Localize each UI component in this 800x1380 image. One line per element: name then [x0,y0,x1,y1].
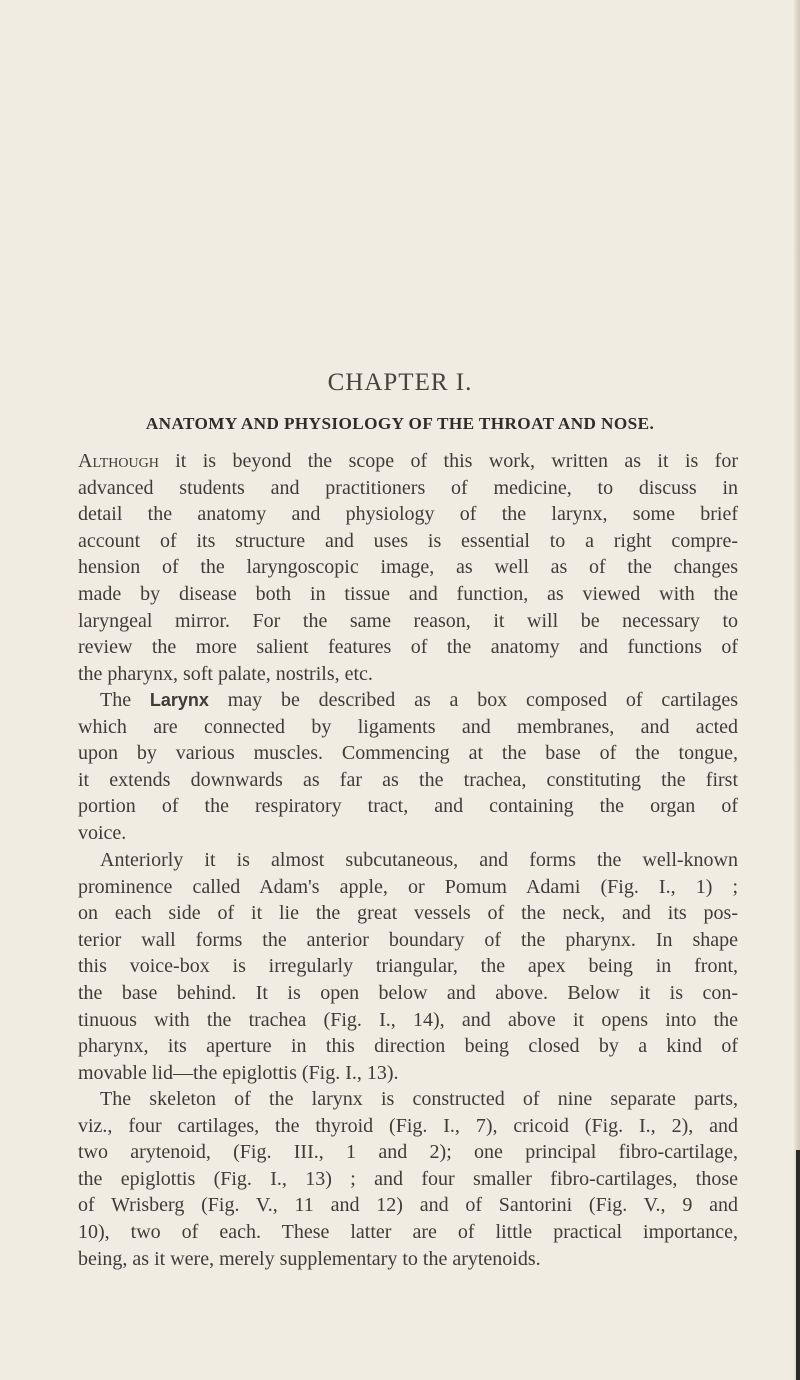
text-line: two arytenoid, (Fig. III., 1 and 2); one principal fibro-cartilage, [78,1141,738,1164]
text-line: the pharynx, soft palate, nostrils, etc. [78,662,373,685]
text-line: voice. [78,821,127,844]
text-line: on each side of it lie the great vessels of the neck, and its pos- [78,902,738,925]
text-line: laryngeal mirror. For the same reason, it will be necessary to [78,609,738,632]
text-line: viz., four cartilages, the thyroid (Fig. I., 7), cricoid (Fig. I., 2), and [78,1114,738,1137]
chapter-heading: CHAPTER I. [327,369,473,396]
paragraph-4 [78,1086,738,1272]
text-line: which are connected by ligaments and membranes, and acted [78,715,738,738]
text-line: the base behind. It is open below and above. Below it is con- [78,981,738,1004]
text-line: tinuous with the trachea (Fig. I., 14), and above it opens into the [78,1008,738,1031]
text-line: of Wrisberg (Fig. V., 11 and 12) and of Santorini (Fig. V., 9 and [78,1194,738,1217]
text-line: being, as it were, merely supplementary to the arytenoids. [78,1247,541,1270]
page-edge-shadow [796,1150,800,1380]
text-line: detail the anatomy and physiology of the larynx, some brief [78,503,738,526]
text-line: 10), two of each. These latter are of little practical importance, [78,1220,738,1243]
text-line: upon by various muscles. Commencing at the base of the tongue, [78,742,738,765]
text-line: account of its structure and uses is essential to a right compre- [78,529,738,552]
text-line: the epiglottis (Fig. I., 13) ; and four smaller fibro-cartilages, those [78,1167,738,1190]
text-line [78,448,738,475]
text-line: pharynx, its aperture in this direction being closed by a kind of [78,1035,738,1058]
text-line: The skeleton of the larynx is constructed of nine separate parts, [100,1088,738,1110]
text-line: portion of the respiratory tract, and containing the organ of [78,795,738,818]
keyword-larynx: Larynx [149,690,209,710]
text-line: made by disease both in tissue and function, as viewed with the [78,582,738,605]
paragraph-1 [78,448,738,687]
text-line: terior wall forms the anterior boundary of the pharynx. In shape [78,928,738,951]
text-line: review the more salient features of the anatomy and functions of [78,636,738,659]
text-line: hension of the laryngoscopic image, as well as of the changes [78,556,738,579]
chapter-title: ANATOMY AND PHYSIOLOGY OF THE THROAT AND NOSE. [145,414,655,433]
lead-word: Although [78,450,159,472]
line-text: may be described as a box composed of cartilages [208,689,739,711]
text-line: advanced students and practitioners of medicine, to discuss in [78,476,738,499]
line-text: it is beyond the scope of this work, written as it is for [158,450,738,472]
paragraph-2 [78,687,738,847]
text-line: Anteriorly it is almost subcutaneous, and forms the well-known [100,849,738,871]
text-line [78,687,738,714]
text-line: movable lid—the epiglottis (Fig. I., 13). [78,1061,399,1084]
text-line: prominence called Adam's apple, or Pomum Adami (Fig. I., 1) ; [78,875,738,898]
text-line: it extends downwards as far as the trachea, constituting the first [78,768,738,791]
paragraph-3 [78,847,738,1086]
line-prefix: The [100,689,150,711]
text-line: this voice-box is irregularly triangular, the apex being in front, [78,955,738,978]
